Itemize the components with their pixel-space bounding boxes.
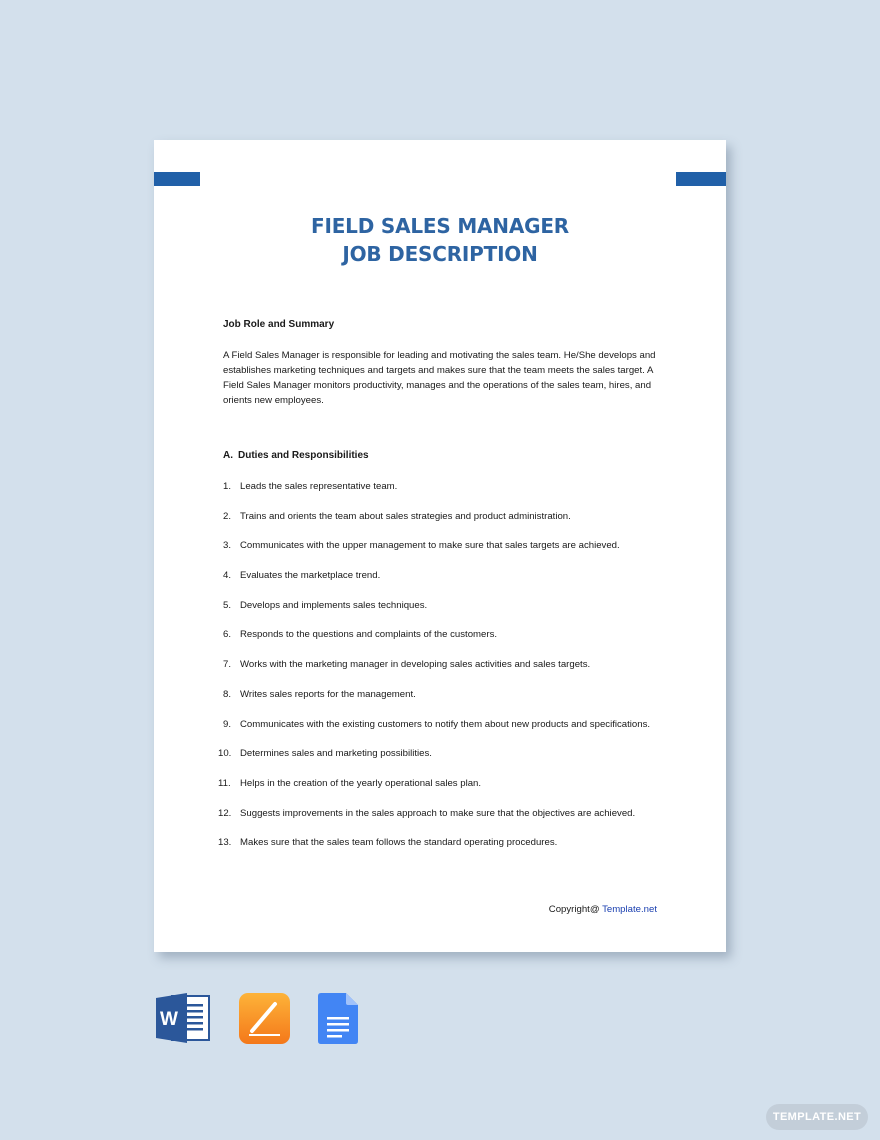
- title-line-2: JOB DESCRIPTION: [342, 242, 538, 266]
- duty-text: Communicates with the existing customers to notify them about new products and specifications.: [240, 718, 651, 730]
- duty-item: [223, 538, 658, 553]
- document-page: [154, 140, 726, 952]
- duty-number: 10.: [218, 748, 232, 760]
- section-heading-duties: [223, 448, 658, 463]
- duty-text: Makes sure that the sales team follows the standard operating procedures.: [240, 837, 558, 849]
- duty-item: [223, 509, 658, 524]
- duty-item: [218, 776, 658, 791]
- section-letter: A.: [223, 450, 233, 461]
- svg-text:W: W: [160, 1009, 178, 1030]
- duty-number: 7.: [223, 659, 232, 671]
- duty-number: 2.: [223, 510, 232, 522]
- duty-number: 6.: [223, 629, 232, 641]
- duty-text: Leads the sales representative team.: [240, 481, 398, 492]
- duty-number: 8.: [223, 688, 232, 700]
- duty-item: [218, 835, 658, 850]
- copyright-prefix: Copyright@: [548, 904, 603, 915]
- duty-text: Trains and orients the team about sales strategies and product administration.: [240, 510, 571, 522]
- duty-item: [223, 568, 658, 583]
- duty-number: 13.: [218, 837, 232, 849]
- pages-icon[interactable]: [239, 993, 290, 1044]
- duty-text: Evaluates the marketplace trend.: [240, 570, 381, 582]
- title-line-1: FIELD SALES MANAGER: [310, 214, 569, 238]
- duty-item: [218, 746, 658, 761]
- duty-text: Responds to the questions and complaints of the customers.: [240, 629, 498, 641]
- duty-number: 11.: [218, 777, 231, 789]
- duty-text: Determines sales and marketing possibilities.: [240, 748, 432, 760]
- duty-text: Works with the marketing manager in developing sales activities and sales targets.: [240, 659, 591, 671]
- duty-item: [223, 627, 658, 642]
- duty-number: 3.: [223, 540, 232, 552]
- duties-list: [218, 479, 658, 850]
- duty-number: 5.: [223, 599, 232, 611]
- duty-number: 12.: [218, 807, 232, 819]
- template-net-badge[interactable]: TEMPLATE.NET: [766, 1104, 868, 1130]
- duty-text: Develops and implements sales techniques.: [240, 599, 428, 611]
- duty-item: [223, 657, 658, 672]
- document-title: [154, 212, 726, 268]
- google-docs-icon[interactable]: [318, 993, 358, 1044]
- duty-text: Writes sales reports for the management.: [240, 688, 416, 700]
- summary-paragraph: A Field Sales Manager is responsible for leading and motivating the sales team. He/She develops and establishes marketing techniques and targets and makes sure that the team meets the sales target. A Field Sales Manager monitors productivity, manages and the operations of the sales team, hires, and orients new employees.: [223, 350, 656, 406]
- duty-text: Helps in the creation of the yearly operational sales plan.: [240, 777, 482, 789]
- duty-item: [223, 687, 658, 702]
- duty-item: [223, 717, 658, 732]
- duty-item: [223, 479, 658, 494]
- copyright-link[interactable]: Template.net: [602, 904, 657, 915]
- word-icon[interactable]: [156, 993, 210, 1043]
- section-heading-job-role: Job Role and Summary: [223, 319, 335, 330]
- duty-item: [223, 598, 658, 613]
- duty-number: 1.: [223, 481, 232, 492]
- document-body: [218, 317, 658, 865]
- duty-number: 9.: [223, 718, 232, 730]
- copyright-line: [549, 904, 657, 915]
- duty-number: 4.: [223, 570, 232, 582]
- duty-item: [218, 806, 658, 821]
- duty-text: Communicates with the upper management to make sure that sales targets are achieved.: [240, 540, 620, 552]
- accent-bar-right: [676, 172, 726, 186]
- duty-text: Suggests improvements in the sales approach to make sure that the objectives are achieved.: [240, 807, 636, 819]
- section-title: Duties and Responsibilities: [238, 450, 369, 461]
- accent-bar-left: [154, 172, 200, 186]
